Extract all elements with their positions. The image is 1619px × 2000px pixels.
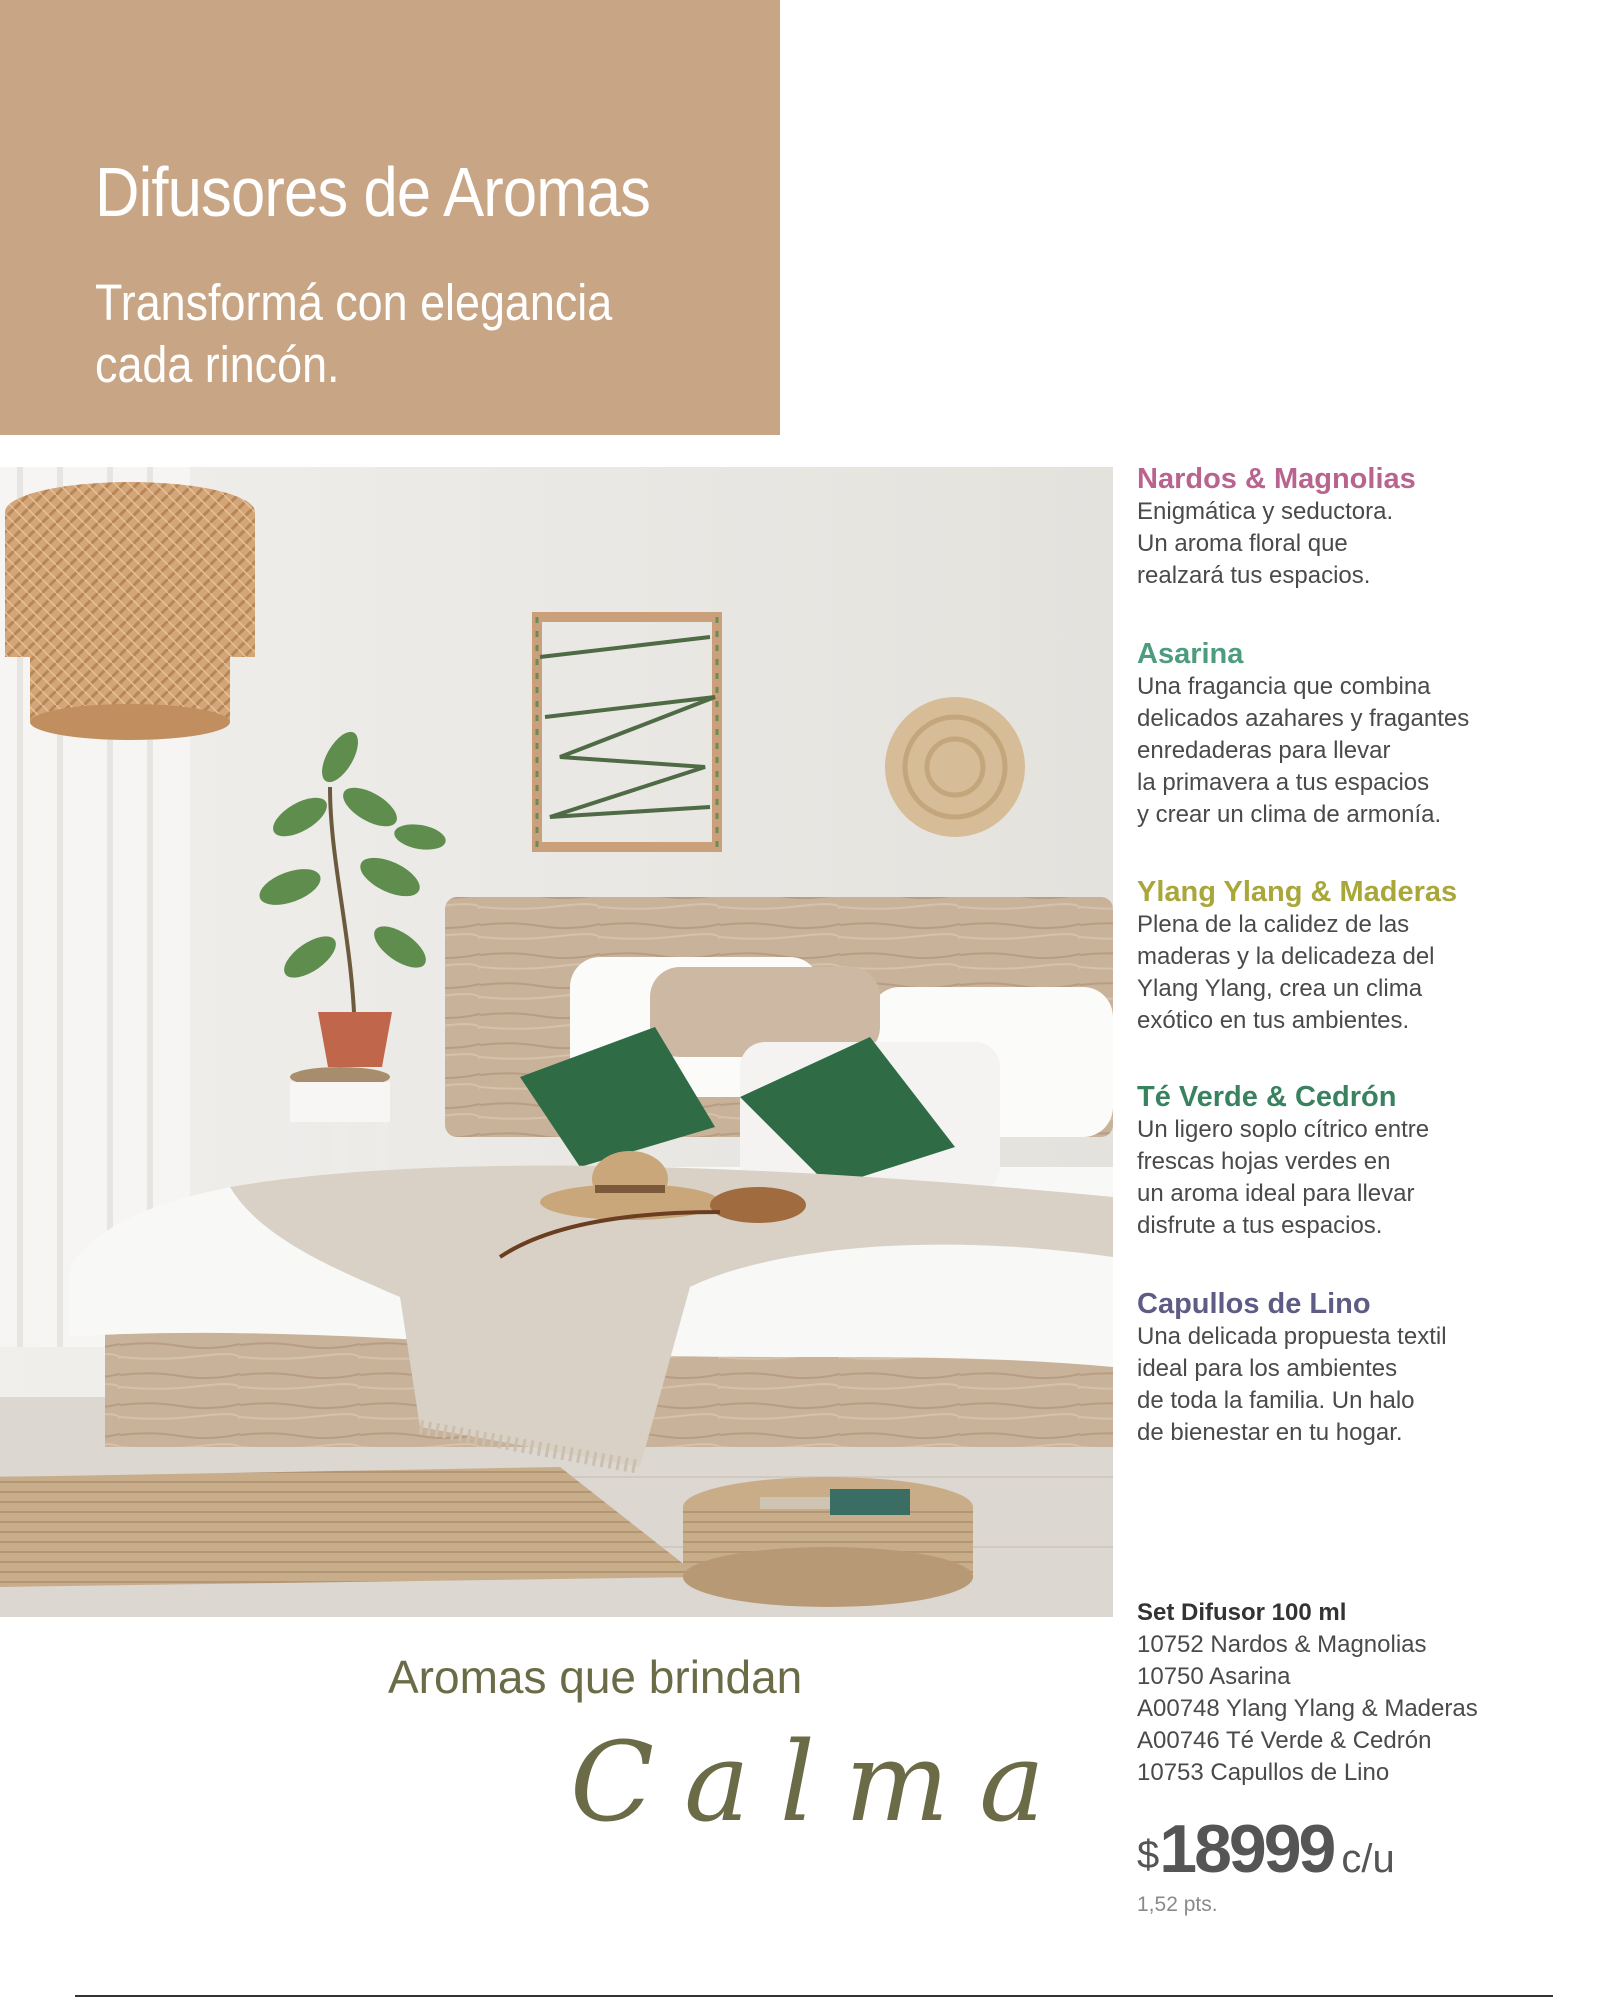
fragrance-description: Enigmática y seductora. Un aroma floral que realzará tus espacios.: [1137, 498, 1394, 589]
fragrance-name: Capullos de Lino: [1137, 1288, 1371, 1320]
price-currency: $: [1137, 1833, 1160, 1877]
fragrance-item-nardos-magnolias: [1137, 462, 1607, 592]
product-code-item: A00746 Té Verde & Cedrón: [1137, 1727, 1432, 1754]
price: [1137, 1810, 1395, 1888]
fragrance-name: Nardos & Magnolias: [1137, 463, 1416, 495]
bedroom-photo: [0, 467, 1113, 1617]
product-code-item: 10753 Capullos de Lino: [1137, 1759, 1390, 1786]
svg-text:Calma: Calma: [570, 1718, 1075, 1846]
fragrance-description: Una delicada propuesta textil ideal para los ambientes de toda la familia. Un halo de bienestar en tu hogar.: [1137, 1323, 1447, 1446]
fragrance-name: Ylang Ylang & Maderas: [1137, 876, 1458, 908]
product-info: [1137, 1597, 1607, 1789]
product-code-item: 10752 Nardos & Magnolias: [1137, 1631, 1427, 1658]
points-label: 1,52 pts.: [1137, 1893, 1218, 1916]
fragrance-item-ylang-ylang-maderas: [1137, 875, 1607, 1037]
page-subtitle: Transformá con elegancia cada rincón.: [95, 274, 613, 393]
fragrance-name: Té Verde & Cedrón: [1137, 1081, 1397, 1113]
tagline-text: Aromas que brindan: [388, 1651, 803, 1703]
fragrance-item-capullos-de-lino: [1137, 1287, 1607, 1449]
product-title: Set Difusor 100 ml: [1137, 1599, 1347, 1626]
fragrance-description: Una fragancia que combina delicados azahares y fragantes enredaderas para llevar la primavera a tus espacios y crear un clima de armonía.: [1137, 673, 1470, 828]
footer-divider: [75, 1995, 1553, 1997]
product-code-item: A00748 Ylang Ylang & Maderas: [1137, 1695, 1478, 1722]
fragrance-name: Asarina: [1137, 638, 1244, 670]
fragrance-item-asarina: [1137, 637, 1607, 831]
price-amount: 18999: [1159, 1811, 1334, 1887]
page-title: Difusores de Aromas: [95, 153, 651, 231]
price-unit: c/u: [1341, 1837, 1395, 1881]
header-banner: [0, 0, 780, 435]
fragrance-description: Un ligero soplo cítrico entre frescas hojas verdes en un aroma ideal para llevar disfrute a tus espacios.: [1137, 1116, 1430, 1239]
product-code-item: 10750 Asarina: [1137, 1663, 1291, 1690]
fragrance-description: Plena de la calidez de las maderas y la delicadeza del Ylang Ylang, crea un clima exótico en tus ambientes.: [1137, 911, 1435, 1034]
fragrance-item-te-verde-cedron: [1137, 1080, 1607, 1242]
product-code-list: [1137, 1629, 1607, 1789]
